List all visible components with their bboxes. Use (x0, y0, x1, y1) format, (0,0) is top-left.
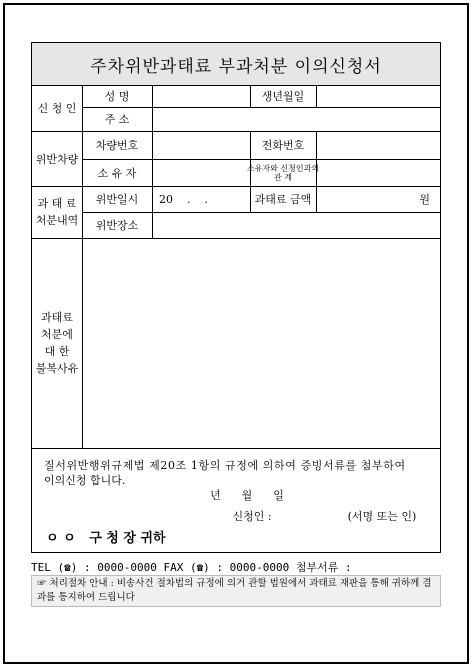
address-label: 주 소 (104, 113, 130, 126)
declaration-line1: 질서위반행위규제법 제20조 1항의 규정에 의하여 증빙서류를 첨부하여 (44, 459, 406, 472)
contact-line: TEL (☎) : 0000-0000 FAX (☎) : 0000-0000 첨부서류 : (31, 561, 352, 574)
penalty-section-label (32, 186, 82, 238)
violation-place-field[interactable] (153, 212, 440, 238)
amount-label: 과태료 금액 (254, 193, 312, 206)
relation-label-line2: 관 계 (274, 172, 292, 182)
relation-label (246, 159, 320, 186)
processing-notice: ☞ 처리절차 안내 : 비송사건 절차법의 규정에 의거 관할 법원에서 과태료 재판을 통해 귀하께 결과를 통지하여 드립니다 (31, 575, 441, 607)
declaration (44, 458, 434, 488)
declaration-date: 년 월 일 (210, 489, 284, 502)
objection-label (32, 238, 82, 448)
objection-reason-field[interactable] (83, 239, 440, 448)
relation-label-line1: 소유자와 신청인과의 (246, 163, 320, 173)
phone-label: 전화번호 (261, 139, 305, 152)
phone-field[interactable] (317, 131, 440, 159)
birthdate-field[interactable] (317, 85, 440, 107)
owner-field[interactable] (153, 159, 250, 186)
penalty-section-label-line1: 과 태 료 (37, 197, 77, 210)
owner-label: 소 유 자 (97, 166, 137, 180)
applicant-section-label: 신 청 인 (37, 102, 77, 115)
violation-place-label: 위반장소 (95, 219, 139, 232)
penalty-section-label-line2: 처분내역 (35, 214, 79, 227)
plate-label: 차량번호 (95, 139, 139, 152)
birthdate-label: 생년월일 (261, 90, 305, 103)
objection-label-line1: 과태료 (41, 311, 73, 324)
address-field[interactable] (153, 107, 440, 131)
name-field[interactable] (153, 85, 250, 107)
plate-field[interactable] (153, 131, 250, 159)
objection-label-line4: 불복사유 (35, 362, 79, 375)
amount-field[interactable]: 원 (419, 193, 430, 206)
violation-date-field[interactable]: 20 . . (159, 192, 208, 206)
declaration-line2: 이의신청 합니다. (44, 474, 126, 487)
objection-label-line2: 처분에 (41, 328, 73, 341)
violation-date-label: 위반일시 (95, 193, 139, 206)
objection-form (31, 42, 441, 553)
row-divider (32, 448, 440, 449)
recipient: ㅇ ㅇ 구 청 장 귀하 (46, 530, 166, 546)
name-label: 성 명 (104, 90, 130, 103)
signer-label: 신청인 : (232, 510, 272, 523)
vehicle-section-label: 위반차량 (35, 152, 79, 166)
objection-label-line3: 대 한 (44, 345, 70, 358)
form-title: 주차위반과태료 부과처분 이의신청서 (32, 43, 440, 86)
relation-field[interactable] (317, 159, 440, 186)
sign-note: (서명 또는 인) (347, 510, 417, 523)
